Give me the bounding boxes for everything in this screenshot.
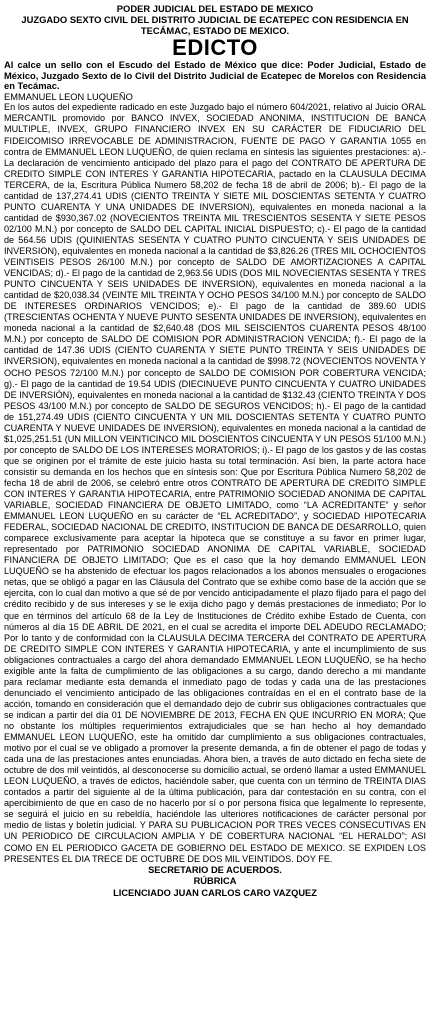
document-title: EDICTO	[172, 35, 258, 60]
edict-body-text: En los autos del expediente radicado en este Juzgado bajo el número 604/2021, relativo al Juicio ORAL MERCANTIL promovido por BANCO INVEX, SOCIEDAD ANONIMA, INSTITUCION DE BANCA MULTIPLE, INVEX, GRUPO FINANCIERO INVEX EN SU CARÁCTER DE FIDUCIARIO DEL FIDEICOMISO IRREVOCABLE DE ADMINISTRACION, FUENTE DE PAGO Y GARANTIA 1055 en contra de EMMANUEL LEON LUQUEÑO, de quien reclama en síntesis las siguientes prestaciones: a).- La declaración de vencimiento anticipado del plazo para el pago del CONTRATO DE APERTURA DE CREDITO SIMPLE CON INTERES Y GARANTIA HIPOTECARIA, pactado en la CLAUSULA DECIMA TERCERA, de la, Escritura Pública Numero 58,202 de fecha 18 de abril de 2006; b).- El pago de la cantidad de 137,274.41 UDIS (CIENTO TREINTA Y SIETE MIL DOSCIENTAS SETENTA Y CUATRO PUNTO CUARENTA Y UNA UNIDADES DE INVERSION), equivalentes en moneda nacional a la cantidad de $930,367.02 (NOVECIENTOS TREINTA MIL TRESCIENTOS SESENTA Y SIETE PESOS 02/100 M.N.) por concepto de SALDO DEL CAPITAL INICIAL DISPUESTO; c).- El pago de la cantidad de 564.56 UDIS (QUINIENTAS SESENTA Y CUATRO PUNTO CINCUENTA Y SEIS UNIDADES DE INVERSION), equivalentes en moneda nacional a la cantidad de $3,826.26 (TRES MIL OCHOCIENTOS VEINTISEIS PESOS 26/100 M.N.) por concepto de SALDO DE AMORTIZACIONES A CAPITAL VENCIDAS; d).- El pago de la cantidad de 2,963.56 UDIS (DOS MIL NOVECIENTAS SESENTA Y TRES PUNTO CINCUENTA Y SEIS UNIDADES DE INVERSION), equivalentes en moneda nacional a la cantidad de $20,038.34 (VEINTE MIL TREINTA Y OCHO PESOS 34/100 M.N.) por concepto de SALDO DE INTERESES ORDINARIOS VENCIDOS; e).- El pago de la cantidad de 389.60 UDIS (TRESCIENTAS OCHENTA Y NUEVE PUNTO SESENTA UNIDADES DE INVERSION), equivalentes en moneda nacional a la cantidad de $2,640.48 (DOS MIL SEISCIENTOS CUARENTA PESOS 48/100 M.N.) por concepto de SALDO DE COMISION POR ADMINISTRACION VENCIDA; f).- El pago de la cantidad de 147.36 UDIS (CIENTO CUARENTA Y SIETE PUNTO TREINTA Y SEIS UNIDADES DE INVERSION), equivalentes en moneda nacional a la cantidad de $998.72 (NOVECIENTOS NOVENTA Y OCHO PESOS 72/100 M.N.) por concepto de SALDO DE COMISION POR COBERTURA VENCIDA; g).- El pago de la cantidad de 19.54 UDIS (DIECINUEVE PUNTO CINCUENTA Y CUATRO UNIDADES DE INVERSIÓN), equivalentes en moneda nacional a la cantidad de $132.43 (CIENTO TREINTA Y DOS PESOS 43/100 M.N.) por concepto de SALDO DE SEGUROS VENCIDOS; h).- El pago de la cantidad de 151,274.49 UDIS (CIENTO CINCUENTA Y UN MIL DOSCIENTAS SETENTA Y CUATRO PUNTO CUARENTA Y NUEVE UNIDADES DE INVERSION), equivalentes en moneda nacional a la cantidad de $1,025,251.51 (UN MILLON VEINTICINCO MIL DOSCIENTOS CINCUENTA Y UN PESOS 51/100 M.N.) por concepto de SALDO DE LOS INTERESES MORATORIOS; i).- El pago de los gastos y de las costas que se originen por el trámite de este juicio hasta su total terminación. Así bien, la parte actora hace consistir su demanda en los hechos que en síntesis son: Que por Escritura Pública Numero 58,202 de fecha 18 de abril de 2006, se celebró entre otros CONTRATO DE APERTURA DE CREDITO SIMPLE CON INTERES Y GARANTIA HIPOTECARIA, entre PATRIMONIO SOCIEDAD ANONIMA DE CAPITAL VARIABLE, SOCIEDAD FINANCIERA DE OBJETO LIMITADO, como “LA ACREDITANTE” y señor EMMANUEL LEON LUQUEÑO en su carácter de “EL ACREDITADO”, y SOCIEDAD HIPOTECARIA FEDERAL, SOCIEDAD NACIONAL DE CREDITO, INSTITUCION DE BANCA DE DESARROLLO, quien comparece exclusivamente para aceptar la hipoteca que se constituye a su favor en primer lugar, representado por PATRIMONIO SOCIEDAD ANONIMA DE CAPITAL VARIABLE, SOCIEDAD FINANCIERA DE OBJETO LIMITADO; Que es el caso que la hoy demando EMMANUEL LEON LUQUEÑO se ha abstenido de efectuar los pagos relacionados a los abonos mensuales o erogaciones netas, que se obligó a pagar en las Cláusula del Contrato que se exhibe como base de la acción que se ejercita, con lo cual dan motivo a que sé de por vencido anticipadamente el plazo fijado para el pago del crédito recibido y de sus intereses y se le exija dicho pago y demás prestaciones de inmediato; Por lo que en términos del artículo 68 de la Ley de Instituciones de Crédito exhibe Estado de Cuenta, con números al día 15 DE ABRIL DE 2021, en el cual se acredita el importe DEL ADEUDO RECLAMADO; Por lo tanto y de conformidad con la CLAUSULA DECIMA TERCERA del CONTRATO DE APERTURA DE CREDITO SIMPLE CON INTERES Y GARANTIA HIPOTECARIA, y ante el incumplimiento de sus obligaciones contractuales a cargo del ahora demandado EMMANUEL LEON LUQUEÑO, se ha hecho exigible ante la falta de cumplimiento de las obligaciones a su cargo, dando derecho a mi mandante para reclamar mediante esta demanda el inmediato pago de todas y cada una de las prestaciones denunciado el vencimiento anticipado de las obligaciones contraídas en el en el contrato base de la acción, tomando en consideración que el demandado dejo de cubrir sus obligaciones contractuales que se indican a partir del día 01 DE NOVIEMBRE DE 2013, FECHA EN QUE INCURRIO EN MORA; Que no obstante los múltiples requerimientos extrajudiciales que se han hecho al hoy demandado EMMANUEL LEON LUQUEÑO, este ha omitido dar cumplimiento a sus obligaciones contractuales, motivo por el cual se ve obligado a promover la presente demanda, a fin de obtener el pago de todas y cada una de las prestaciones antes enunciadas. Ahora bien, a través de auto dictado en fecha siete de octubre de dos mil veintidós, al desconocerse su domicilio actual, se ordenó llamar a usted EMMANUEL LEON LUQUEÑO, a través de edictos, haciéndole saber, que cuenta con un término de TREINTA DIAS contados a partir del siguiente al de la última publicación, para dar contestación en su contra, con el apercibimiento de que en caso de no hacerlo por sí o por persona física que legalmente lo represente, se seguirá el juicio en su rebeldía, haciéndole las ulteriores notificaciones de carácter personal por medio de listas y boletín judicial. Y PARA SU PUBLICACION POR TRES VECES CONSECUTIVAS EN UN PERIODICO DE CIRCULACION AMPLIA Y DE COBERTURA NACIONAL “EL HERALDO”; ASI COMO EN EL PERIODICO GACETA DE GOBIERNO DEL ESTADO DE MEXICO. SE EXPIDEN LOS PRESENTES EL DIA TRECE DE OCTUBRE DE DOS MIL VEINTIDOS. DOY FE.	[4, 102, 426, 864]
seal-description: Al calce un sello con el Escudo del Estado de México que dice: Poder Judicial, Estado de México, Juzgado Sexto de lo Civil del Distrito Judicial de Ecatepec de Morelos con Residencia en Tecámac.	[4, 59, 426, 92]
header-court-division: JUZGADO SEXTO CIVIL DEL DISTRITO JUDICIAL DE ECATEPEC CON RESIDENCIA EN TECÁMAC, ESTADO DE MEXICO.	[21, 14, 409, 36]
addressee-name: EMMANUEL LEON LUQUEÑO	[4, 91, 133, 102]
signature-role: SECRETARIO DE ACUERDOS.	[148, 864, 282, 875]
header-court-name: PODER JUDICIAL DEL ESTADO DE MEXICO	[116, 3, 314, 14]
signature-name: LICENCIADO JUAN CARLOS CARO VAZQUEZ	[113, 887, 317, 898]
signature-rubrica: RÚBRICA	[193, 875, 237, 886]
